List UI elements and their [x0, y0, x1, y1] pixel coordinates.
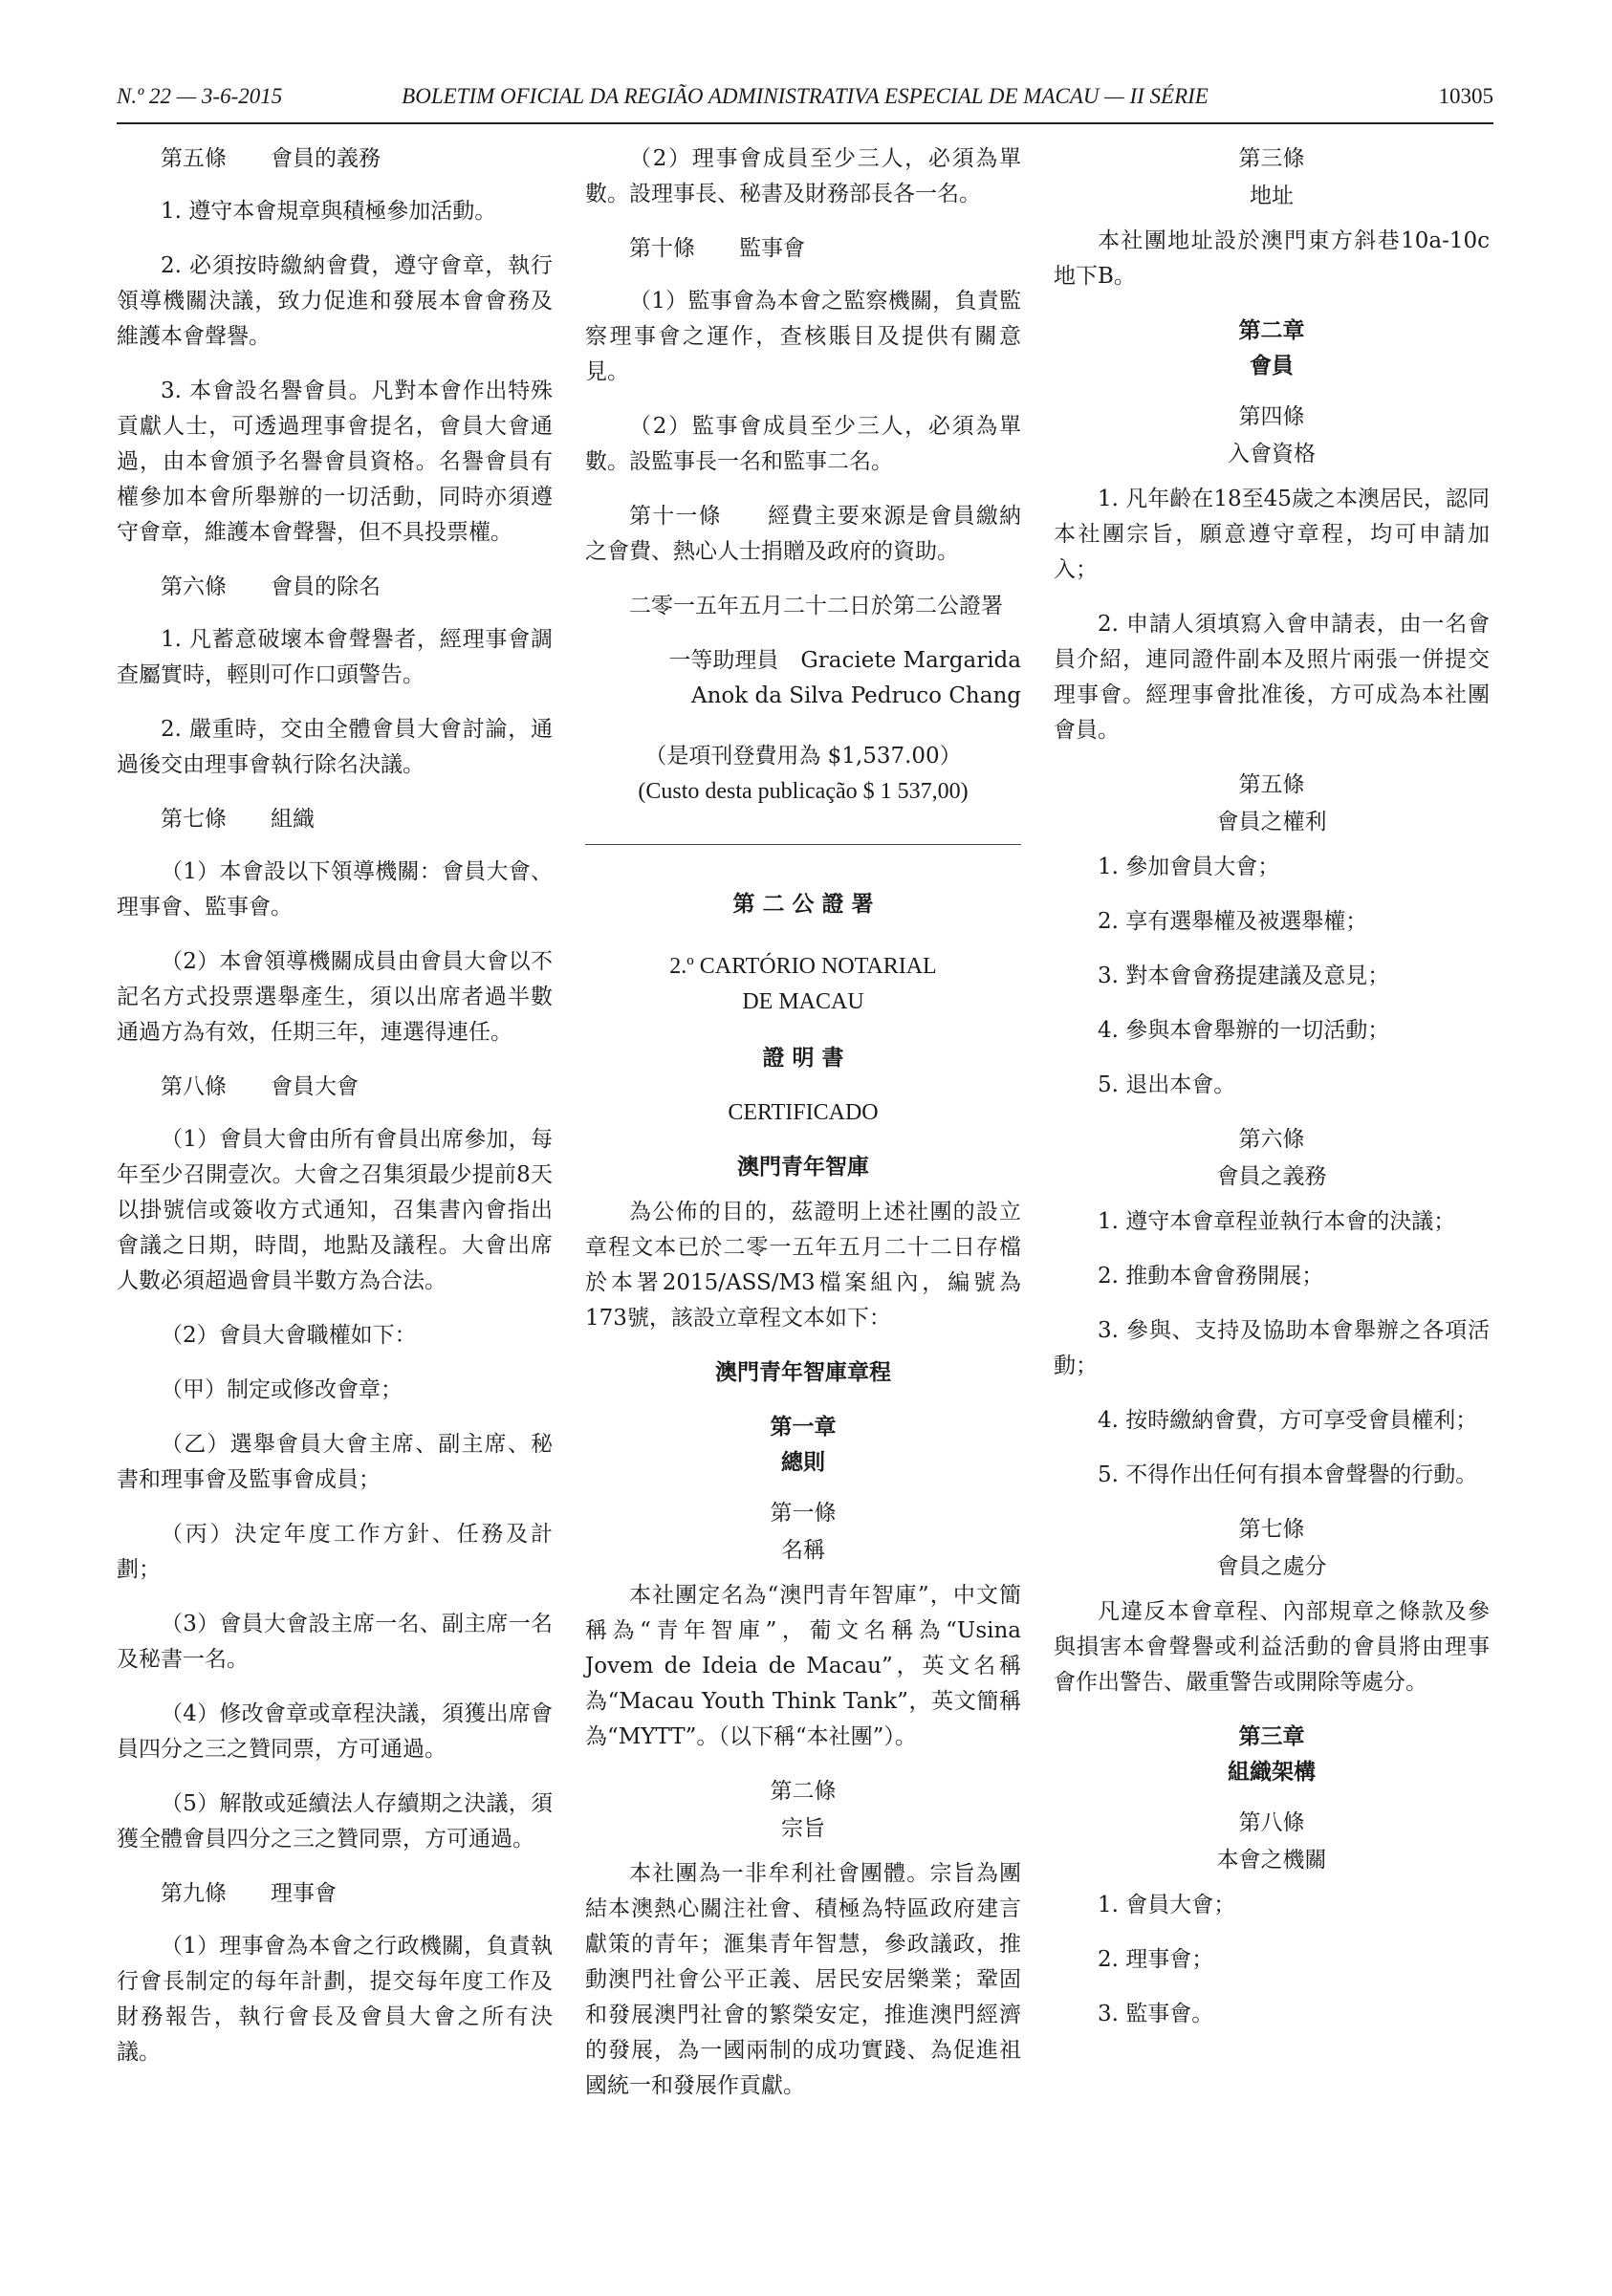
list-item: 5. 退出本會。 — [1098, 1072, 1236, 1097]
paragraph: 2. 必須按時繳納會費，遵守會章，執行領導機關決議，致力促進和發展本會會務及維護本會聲譽。 — [117, 253, 553, 349]
paragraph: 3. 本會設名譽會員。凡對本會作出特殊貢獻人士，可透過理事會提名，會員大會通過，由本會頒予名譽會員資格。名譽會員有權參加本會所舉辦的一切活動，同時亦須遵守會章，維護本會聲譽，但不具投票權。 — [117, 379, 553, 545]
paragraph: （3）會員大會設主席一名、副主席一名及秘書一名。 — [117, 1612, 553, 1672]
paragraph: 本社團為一非牟利社會團體。宗旨為團結本澳熱心關注社會、積極為特區政府建言獻策的青年；滙集青年智慧，參政議政，推動澳門社會公平正義、居民安居樂業；鞏固和發展澳門社會的繁榮安定，推進澳門經濟的發展，為一國兩制的成功實踐、為促進祖國統一和發展作貢獻。 — [585, 1861, 1021, 2098]
statute-title: 澳門青年智庫章程 — [715, 1360, 891, 1385]
article-title: 本會之機關 — [1216, 1848, 1327, 1873]
column-2 — [585, 141, 1021, 2123]
paragraph: （1）會員大會由所有會員出席參加，每年至少召開壹次。大會之召集須最少提前8天以掛號信或簽收方式通知，召集書內會指出會議之日期，時間，地點及議程。大會出席人數必須超過會員半數方為合法。 — [117, 1127, 553, 1293]
article-number: 第七條 — [1238, 1517, 1305, 1542]
section-divider — [585, 844, 1021, 845]
signatory-line: 一等助理員 Graciete Margarida — [668, 648, 1021, 673]
publication-fee-zh: （是項刊登費用為 $1,537.00） — [644, 744, 962, 769]
notary-office-pt-2: DE MACAU — [742, 989, 864, 1014]
list-item: 3. 監事會。 — [1098, 2002, 1214, 2026]
paragraph: （1）理事會為本會之行政機關，負責執行會長制定的每年計劃，提交每年度工作及財務報告，執行會長及會員大會之所有決議。 — [117, 1934, 553, 2065]
paragraph: 凡違反本會章程、內部規章之條款及參與損害本會聲譽或利益活動的會員將由理事會作出警告、嚴重警告或開除等處分。 — [1054, 1599, 1490, 1695]
list-item: 3. 參與、支持及協助本會舉辦之各項活動； — [1054, 1318, 1490, 1378]
paragraph: 1. 凡蓄意破壞本會聲譽者，經理事會調查屬實時，輕則可作口頭警告。 — [117, 627, 553, 687]
chapter-title: 組織架構 — [1228, 1760, 1316, 1785]
list-item: 3. 對本會會務提建議及意見； — [1098, 964, 1390, 988]
paragraph: 1. 遵守本會規章與積極參加活動。 — [161, 199, 497, 224]
list-item: 4. 按時繳納會費，方可享受會員權利； — [1098, 1408, 1478, 1433]
association-name: 澳門青年智庫 — [737, 1155, 869, 1180]
article-number: 第三條 — [1238, 146, 1305, 171]
issue-date: N.º 22 — 3-6-2015 — [117, 84, 283, 108]
paragraph: 為公佈的目的，茲證明上述社團的設立章程文本已於二零一五年五月二十二日存檔於本署2015/ASS/M3檔案組內，編號為173號，該設立章程文本如下： — [585, 1200, 1021, 1331]
column-3 — [1054, 141, 1490, 2051]
paragraph: （5）解散或延續法人存續期之決議，須獲全體會員四分之三之贊同票，方可通過。 — [117, 1791, 553, 1852]
article-heading: 第九條 理事會 — [161, 1881, 337, 1906]
bulletin-title: BOLETIM OFICIAL DA REGIÃO ADMINISTRATIVA ESPECIAL DE MACAU — II SÉRIE — [402, 84, 1209, 108]
paragraph: （丙）決定年度工作方針、任務及計劃； — [117, 1522, 553, 1582]
chapter-number: 第三章 — [1238, 1724, 1305, 1749]
list-item: 1. 會員大會； — [1098, 1893, 1236, 1917]
article-number: 第八條 — [1238, 1810, 1305, 1835]
paragraph: 本社團定名為“澳門青年智庫”，中文簡稱為“青年智庫”，葡文名稱為“Usina Jovem de Ideia de Macau”，英文名稱為“Macau Youth Think Tank”，英文簡稱為“MYTT”。（以下稱“本社團”）。 — [585, 1583, 1021, 1749]
list-item: 2. 享有選舉權及被選舉權； — [1098, 909, 1368, 934]
paragraph: （2）監事會成員至少三人，必須為單數。設監事長一名和監事二名。 — [585, 414, 1021, 474]
article-heading: 第五條 會員的義務 — [161, 146, 381, 171]
paragraph: （1）本會設以下領導機關：會員大會、理事會、監事會。 — [117, 859, 553, 920]
article-title: 會員之義務 — [1216, 1164, 1327, 1189]
paragraph: 2. 申請人須填寫入會申請表，由一名會員介紹，連同證件副本及照片兩張一併提交理事會。經理事會批准後，方可成為本社團會員。 — [1054, 612, 1490, 743]
article-title: 入會資格 — [1228, 442, 1316, 466]
column-1 — [117, 141, 553, 2090]
article-heading: 第十條 監事會 — [629, 236, 805, 261]
paragraph: （乙）選舉會員大會主席、副主席、秘書和理事會及監事會成員； — [117, 1432, 553, 1492]
signatory-name: Anok da Silva Pedruco Chang — [690, 683, 1021, 708]
list-item: 4. 參與本會舉辦的一切活動； — [1098, 1018, 1390, 1043]
article-heading: 第八條 會員大會 — [161, 1074, 359, 1099]
list-item: 5. 不得作出任何有損本會聲譽的行動。 — [1098, 1462, 1478, 1487]
paragraph: （甲）制定或修改會章； — [161, 1377, 403, 1402]
paragraph: 本社團地址設於澳門東方斜巷10a-10c地下B。 — [1054, 228, 1490, 289]
article-title: 名稱 — [781, 1538, 825, 1563]
running-header — [117, 78, 1493, 124]
chapter-title: 會員 — [1250, 354, 1294, 379]
paragraph: 第十一條 經費主要來源是會員繳納之會費、熱心人士捐贈及政府的資助。 — [585, 504, 1021, 564]
article-number: 第一條 — [770, 1501, 837, 1526]
notary-office-pt: 2.º CARTÓRIO NOTARIAL — [669, 954, 937, 979]
article-title: 會員之處分 — [1216, 1554, 1327, 1579]
certificate-title: 證 明 書 — [762, 1046, 844, 1071]
publication-fee-pt: (Custo desta publicação $ 1 537,00) — [638, 779, 969, 804]
article-title: 地址 — [1250, 184, 1294, 208]
notary-office-title: 第 二 公 證 署 — [732, 892, 874, 917]
chapter-title: 總則 — [781, 1450, 825, 1475]
paragraph: （1）監事會為本會之監察機關，負責監察理事會之運作，查核賬目及提供有關意見。 — [585, 289, 1021, 384]
article-number: 第二條 — [770, 1779, 837, 1804]
paragraph: （2）本會領導機關成員由會員大會以不記名方式投票選舉產生，須以出席者過半數通過方為有效，任期三年，連選得連任。 — [117, 949, 553, 1045]
article-title: 宗旨 — [781, 1816, 825, 1841]
article-number: 第四條 — [1238, 404, 1305, 429]
list-item: 2. 推動本會會務開展； — [1098, 1264, 1324, 1289]
certificate-title-pt: CERTIFICADO — [728, 1100, 879, 1125]
article-title: 會員之權利 — [1216, 810, 1327, 834]
paragraph: 1. 凡年齡在18至45歲之本澳居民，認同本社團宗旨，願意遵守章程，均可申請加入； — [1054, 487, 1490, 582]
list-item: 1. 參加會員大會； — [1098, 855, 1280, 879]
article-heading: 第七條 組織 — [161, 807, 315, 832]
chapter-number: 第二章 — [1238, 318, 1305, 343]
chapter-number: 第一章 — [770, 1415, 837, 1440]
article-number: 第六條 — [1238, 1127, 1305, 1152]
paragraph: （2）會員大會職權如下： — [161, 1323, 417, 1348]
list-item: 1. 遵守本會章程並執行本會的決議； — [1098, 1209, 1456, 1234]
paragraph: （4）修改會章或章程決議，須獲出席會員四分之三之贊同票，方可通過。 — [117, 1701, 553, 1762]
paragraph: 二零一五年五月二十二日於第二公證署 — [629, 594, 1003, 618]
article-number: 第五條 — [1238, 772, 1305, 797]
list-item: 2. 理事會； — [1098, 1947, 1214, 1972]
paragraph: 2. 嚴重時，交由全體會員大會討論，通過後交由理事會執行除名決議。 — [117, 717, 553, 777]
article-heading: 第六條 會員的除名 — [161, 574, 381, 599]
paragraph: （2）理事會成員至少三人，必須為單數。設理事長、秘書及財務部長各一名。 — [585, 146, 1021, 206]
page-number: 10305 — [1438, 84, 1493, 108]
